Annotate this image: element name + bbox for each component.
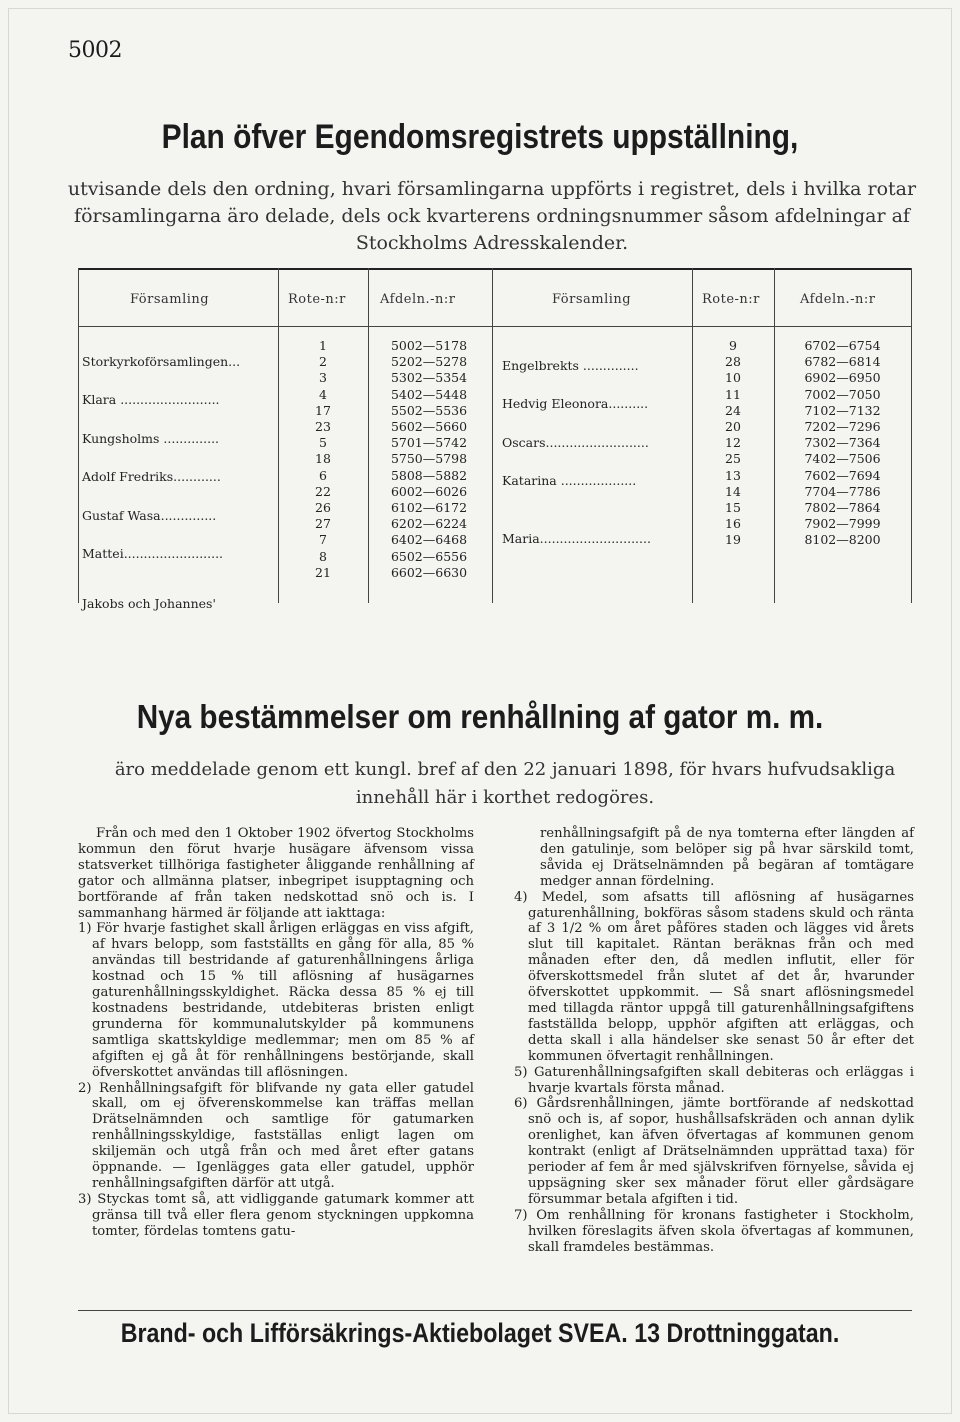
afdelning-range: 7102—7132 [804, 402, 881, 418]
rote-number: 12 [725, 435, 741, 451]
paragraph: 4) Medel, som afsatts till aflösning af husägarnes gaturenhållning, bokföras såsom stadens skuld och ränta af 3 1/2 % om året påföres staden och lägges vid årets slut till kapitalet. Räntan beräknas från och med månaden efter den, då medlen influtit, eller för öfverskottsmedel från slutet af det år, hvarunder öfverskottet uppkommit. — Så snart aflösningsmedel med tillagda räntor uppgå till gaturenhållningsafgiftens fastställda belopp, upphör afgiften att erläggas, och detta skall i alla händelser ske senast 50 år efter det kommunen öfvertagit renhållningen. [514, 889, 914, 1064]
table-top-rule [78, 268, 912, 270]
afdelning-range: 5302—5354 [390, 370, 468, 386]
paragraph: 3) Styckas tomt så, att vidliggande gatumark kommer att gränsa till två eller flera genom styckningen uppkomna tomter, fördelas tomtens gatu- [78, 1191, 474, 1239]
header-rote-left: Rote-n:r [288, 292, 346, 307]
afdelning-range: 6902—6950 [804, 370, 881, 386]
rote-number: 10 [725, 370, 741, 386]
left-text-column [78, 826, 474, 1240]
table-divider [492, 268, 493, 603]
rote-number: 16 [725, 516, 741, 532]
rote-number: 24 [725, 402, 741, 418]
rote-number: 5 [319, 435, 327, 451]
rote-number: 19 [725, 532, 741, 548]
footer-advertisement: Brand- och Lifförsäkrings-Aktiebolaget SVEA. 13 Drottninggatan. [120, 1318, 840, 1348]
afdelning-range: 6002—6026 [390, 483, 468, 499]
afdelning-range: 6782—6814 [804, 354, 881, 370]
afdelning-range: 7302—7364 [804, 435, 881, 451]
afdelning-range: 6602—6630 [390, 564, 468, 580]
section-subtitle: äro meddelade genom ett kungl. bref af den 22 januari 1898, för hvars hufvudsakliga innehåll här i korthet redogöres. [114, 759, 896, 808]
header-afdeln-left: Afdeln.-n:r [380, 292, 456, 307]
parish-name: Katarina ................... [502, 473, 637, 489]
table-divider [278, 268, 279, 603]
parish-name: Jakobs och Johannes' [82, 596, 216, 612]
rote-number: 9 [729, 338, 737, 353]
table-divider [911, 268, 912, 603]
header-rote-right: Rote-n:r [702, 292, 760, 307]
afdelning-range: 6502—6556 [390, 548, 468, 564]
parish-name: Klara ......................... [82, 392, 220, 408]
table-divider [78, 268, 79, 603]
afdelning-range: 7402—7506 [804, 451, 881, 467]
rote-number: 8 [319, 548, 327, 564]
parish-name: Maria............................ [502, 530, 651, 546]
page-number: 5002 [68, 38, 122, 63]
afdelning-range: 8102—8200 [804, 532, 881, 548]
page-title: Plan öfver Egendomsregistrets uppställning, [161, 118, 799, 156]
paragraph: 7) Om renhållning för kronans fastigheter i Stockholm, hvilken föreslagits äfven skola öfvertagas af kommunen, skall framdeles bestämmas. [514, 1207, 914, 1255]
rote-number: 26 [315, 500, 331, 515]
afdelning-range: 5701—5742 [390, 435, 468, 451]
rote-number: 22 [315, 483, 331, 499]
rote-number: 17 [315, 402, 331, 418]
rote-number: 6 [319, 467, 327, 483]
section-title: Nya bestämmelser om renhållning af gator m. m. [136, 698, 824, 735]
table-divider [774, 268, 775, 603]
rote-number: 2 [319, 354, 327, 370]
afdelning-range: 5202—5278 [390, 354, 468, 370]
parish-name: Kungsholms .............. [82, 430, 220, 446]
afdelning-range: 7002—7050 [804, 386, 881, 402]
paragraph: Från och med den 1 Oktober 1902 öfvertog Stockholms kommun den förut hvarje husägare äfvensom vissa statsverket tillhöriga fastigheter åliggande renhållning af gator och allmänna platser, inbegripet isupptagning och bortförande af från taken nedskottad snö och is. I sammanhang härmed är följande att iakttaga: [78, 826, 474, 921]
parish-name: Oscars.......................... [502, 434, 649, 450]
afdelning-range: 7902—7999 [804, 516, 881, 532]
table-divider [368, 268, 369, 603]
page-subtitle: utvisande dels den ordning, hvari församlingarna uppförts i registret, dels i hvilka rotar församlingarna äro delade, dels ock kvarterens ordningsnummer såsom afdelningar af Stockholms Adresskalender. [67, 178, 917, 254]
footer-rule [78, 1310, 912, 1311]
afdelning-range: 7602—7694 [804, 467, 881, 483]
rote-number: 23 [315, 419, 331, 434]
paragraph: 5) Gaturenhållningsafgiften skall debiteras och erläggas i hvarje kvartals första månad. [514, 1064, 914, 1096]
parish-table [78, 268, 912, 612]
afdelning-range: 5502—5536 [390, 402, 468, 418]
rote-number: 1 [319, 338, 327, 353]
parish-name: Hedvig Eleonora.......... [502, 396, 649, 412]
afdelning-range: 5602—5660 [390, 419, 468, 434]
afdelning-range: 6202—6224 [390, 516, 468, 532]
paragraph: 1) För hvarje fastighet skall årligen erläggas en viss afgift, af hvars belopp, som fastställts en gång för alla, 85 % användas till bestridande af gaturenhållningens årliga kostnad och 15 % till aflösning af husägarnes gaturenhållningsskyldighet. Räcka dessa 85 % ej till kostnadens bestridande, utdebiteras bristen enligt grunderna för kommunalutskylder på kommunens samtliga skattskyldige medlemmar; men om 85 % af afgiften ej gå åt för renhållningens bestörjande, skall öfverskottet användas till aflösningen. [78, 921, 474, 1080]
header-forsamling-left: Församling [130, 292, 210, 307]
parish-name: Gustaf Wasa.............. [82, 507, 217, 523]
right-text-column [514, 826, 914, 1255]
rote-number: 3 [319, 370, 327, 386]
rote-number: 14 [725, 483, 741, 499]
afdelning-range: 5402—5448 [390, 386, 468, 402]
table-header-rule [78, 326, 912, 327]
afdelning-range: 7704—7786 [804, 483, 881, 499]
afdelning-range: 7202—7296 [804, 419, 881, 434]
paragraph: 6) Gårdsrenhållningen, jämte bortförande af nedskottad snö och is, af sopor, hushållsafskräden och annan dylik orenlighet, kan äfven öfvertagas af kommunen genom kontrakt (enligt af Drätselnämnden upprättad taxa) för perioder af fem år med självskrifven förnyelse, såvida ej uppsägning sker sex månader förut eller gårdsägare försummar betala afgiften i tid. [514, 1096, 914, 1207]
table-divider [692, 268, 693, 603]
rote-number: 18 [315, 451, 331, 467]
parish-name: Storkyrkoförsamlingen... [82, 353, 241, 369]
header-afdeln-right: Afdeln.-n:r [800, 292, 876, 307]
parish-name: Adolf Fredriks............ [82, 469, 221, 485]
rote-number: 7 [319, 532, 327, 548]
afdelning-range: 7802—7864 [804, 500, 881, 515]
rote-number: 20 [725, 419, 741, 434]
parish-name: Mattei......................... [82, 546, 224, 562]
afdelning-range: 6102—6172 [390, 500, 468, 515]
rote-number: 4 [319, 386, 327, 402]
header-forsamling-right: Församling [552, 292, 632, 307]
afdelning-range: 5808—5882 [390, 467, 468, 483]
paragraph: renhållningsafgift på de nya tomterna efter längden af den gatulinje, som belöper sig på hvar särskild tomt, såvida ej Drätselnämnden på begäran af tomtägare medger annan fördelning. [540, 826, 914, 889]
parish-name: Engelbrekts .............. [502, 357, 639, 373]
rote-number: 13 [725, 467, 741, 483]
rote-number: 11 [725, 386, 741, 402]
afdelning-range: 6402—6468 [390, 532, 468, 548]
afdelning-range: 5750—5798 [390, 451, 468, 467]
afdelning-range: 6702—6754 [804, 338, 881, 353]
rote-number: 27 [315, 516, 331, 532]
rote-number: 25 [725, 451, 741, 467]
rote-number: 28 [725, 354, 741, 370]
rote-number: 15 [725, 500, 741, 515]
paragraph: 2) Renhållningsafgift för blifvande ny gata eller gatudel skall, om ej öfverenskommelse kan träffas mellan Drätselnämnden och samtlige för gatumarken renhållningsskyldige, fastställas enligt lagen om skiljemän och utgå från och med året efter gatans öppnande. — Igenlägges gata eller gatudel, upphör renhållningsafgiften därför att utgå. [78, 1080, 474, 1191]
afdelning-range: 5002—5178 [390, 338, 468, 353]
rote-number: 21 [315, 564, 331, 580]
